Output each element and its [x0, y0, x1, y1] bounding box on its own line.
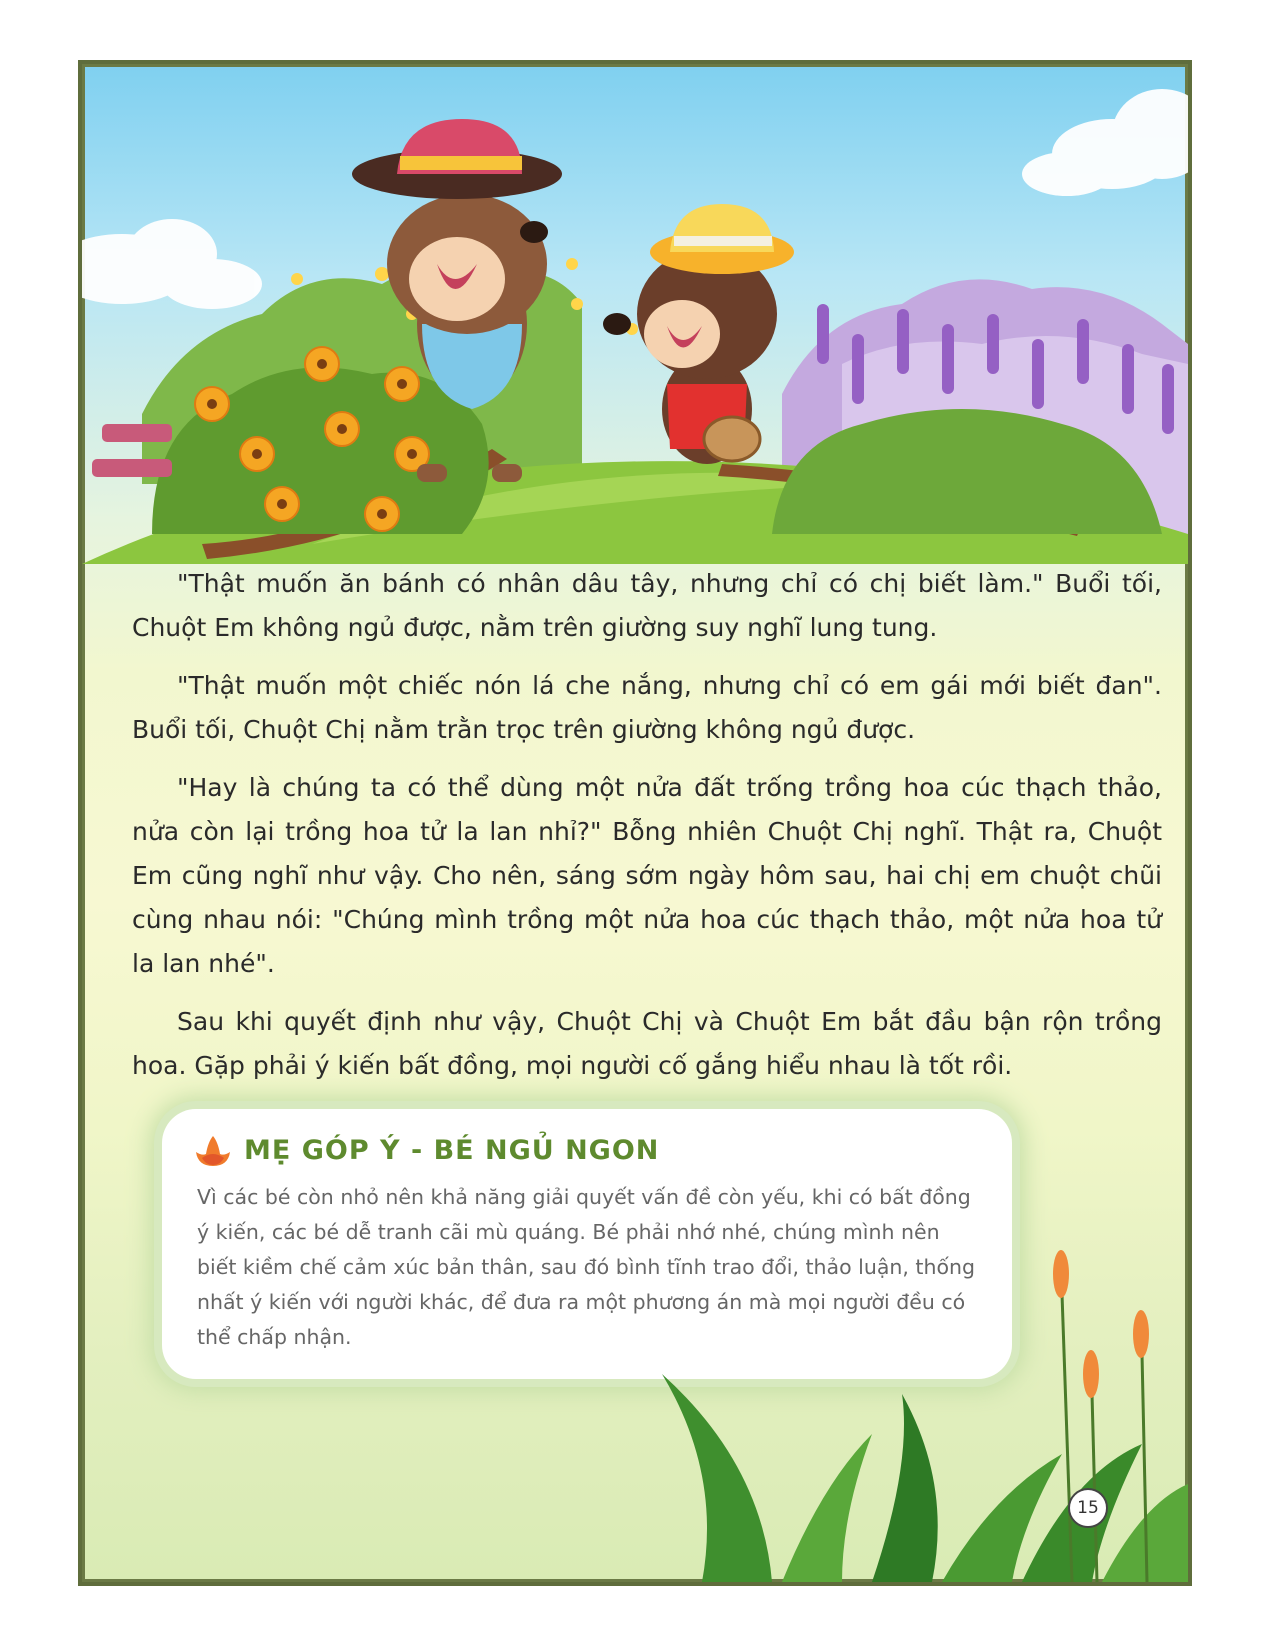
parent-tip-text: Vì các bé còn nhỏ nên khả năng giải quyết vấn đề còn yếu, khi có bất đồng ý kiến, các bé dễ tranh cãi mù quáng. Bé phải nhớ nhé, chúng mình nên biết kiềm chế cảm xúc bản thân, sau đó bình tĩnh trao đổi, thảo luận, thống nhất ý kiến với người khác, để đưa ra một phương án mà mọi người đều có thể chấp nhận.	[197, 1185, 976, 1349]
parent-tip-title	[192, 1130, 659, 1170]
cattail-heads	[1053, 1250, 1149, 1398]
story-paragraph-3: "Hay là chúng ta có thể dùng một nửa đất trống trồng hoa cúc thạch thảo, nửa còn lại trồng hoa tử la lan nhỉ?" Bỗng nhiên Chuột Chị nghĩ. Thật ra, Chuột Em cũng nghĩ như vậy. Cho nên, sáng sớm ngày hôm sau, hai chị em chuột chũi cùng nhau nói: "Chúng mình trồng một nửa hoa cúc thạch thảo, một nửa hoa tử la lan nhé".	[132, 773, 1162, 978]
story-paragraph-1: "Thật muốn ăn bánh có nhân dâu tây, nhưng chỉ có chị biết làm." Buổi tối, Chuột Em không ngủ được, nằm trên giường suy nghĩ lung tung.	[132, 569, 1162, 642]
book-page	[82, 64, 1188, 1582]
tulip-icon	[192, 1132, 234, 1168]
grass-and-cattails-decoration	[642, 1234, 1188, 1582]
illustration-two-moles-in-garden	[82, 64, 1188, 564]
cloud-right	[1022, 89, 1188, 196]
page-number: 15	[1068, 1488, 1108, 1528]
story-paragraph-4: Sau khi quyết định như vậy, Chuột Chị và Chuột Em bắt đầu bận rộn trồng hoa. Gặp phải ý kiến bất đồng, mọi người cố gắng hiểu nhau là tốt rồi.	[132, 1007, 1162, 1080]
cloud-left	[82, 219, 262, 309]
story-paragraph-2: "Thật muốn một chiếc nón lá che nắng, nhưng chỉ có em gái mới biết đan". Buổi tối, Chuột Chị nằm trằn trọc trên giường không ngủ được.	[132, 671, 1162, 744]
story-text	[132, 562, 1162, 1102]
parent-tip-heading: MẸ GÓP Ý - BÉ NGỦ NGON	[244, 1134, 660, 1166]
